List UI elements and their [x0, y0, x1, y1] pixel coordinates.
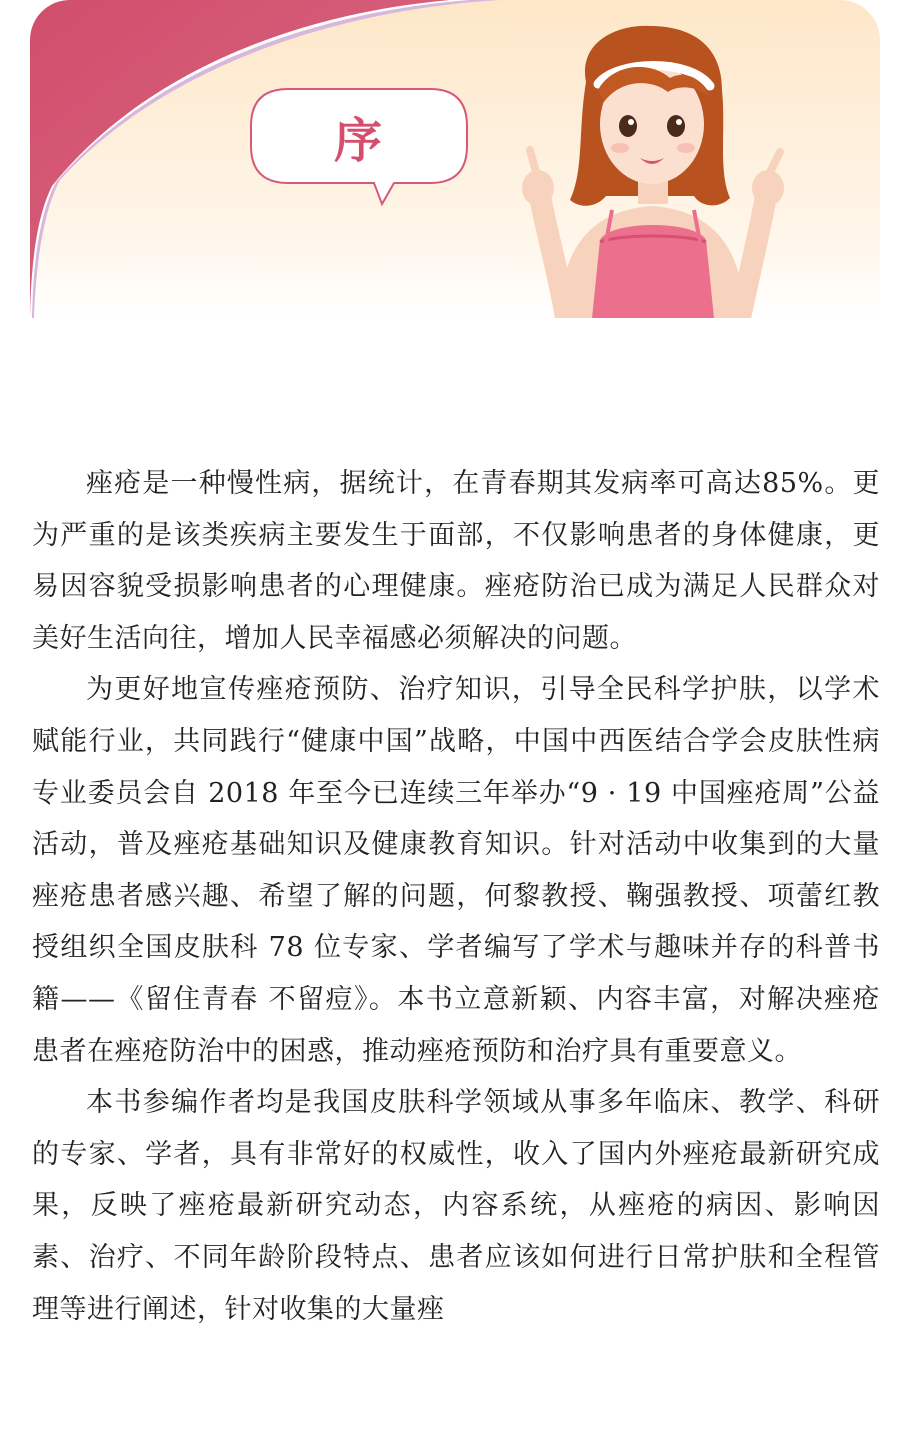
header-banner — [30, 0, 880, 318]
title-speech-bubble — [250, 88, 468, 184]
preface-body — [32, 458, 880, 1335]
paragraph-1: 痤疮是一种慢性病，据统计，在青春期其发病率可高达85%。更为严重的是该类疾病主要发生于面部，不仅影响患者的身体健康，更易因容貌受损影响患者的心理健康。痤疮防治已成为满足人民群众对美好生活向往，增加人民幸福感必须解决的问题。 — [32, 468, 880, 654]
page-title: 序 — [333, 112, 384, 169]
paragraph-2: 为更好地宣传痤疮预防、治疗知识，引导全民科学护肤，以学术赋能行业，共同践行“健康中国”战略，中国中西医结合学会皮肤性病专业委员会自 2018 年至今已连续三年举办“9 · 19 中国痤疮周”公益活动，普及痤疮基础知识及健康教育知识。针对活动中收集到的大量痤疮患者感兴趣、希望了解的问题，何黎教授、鞠强教授、项蕾红教授组织全国皮肤科 78 位专家、学者编写了学术与趣味并存的科普书籍——《留住青春 不留痘》。本书立意新颖、内容丰富，对解决痤疮患者在痤疮防治中的困惑，推动痤疮预防和治疗具有重要意义。 — [32, 674, 880, 1067]
girl-cartoon-illustration — [500, 20, 800, 318]
paragraph-3: 本书参编作者均是我国皮肤科学领域从事多年临床、教学、科研的专家、学者，具有非常好的权威性，收入了国内外痤疮最新研究成果，反映了痤疮最新研究动态，内容系统，从痤疮的病因、影响因素、治疗、不同年龄阶段特点、患者应该如何进行日常护肤和全程管理等进行阐述，针对收集的大量痤 — [32, 1087, 880, 1325]
